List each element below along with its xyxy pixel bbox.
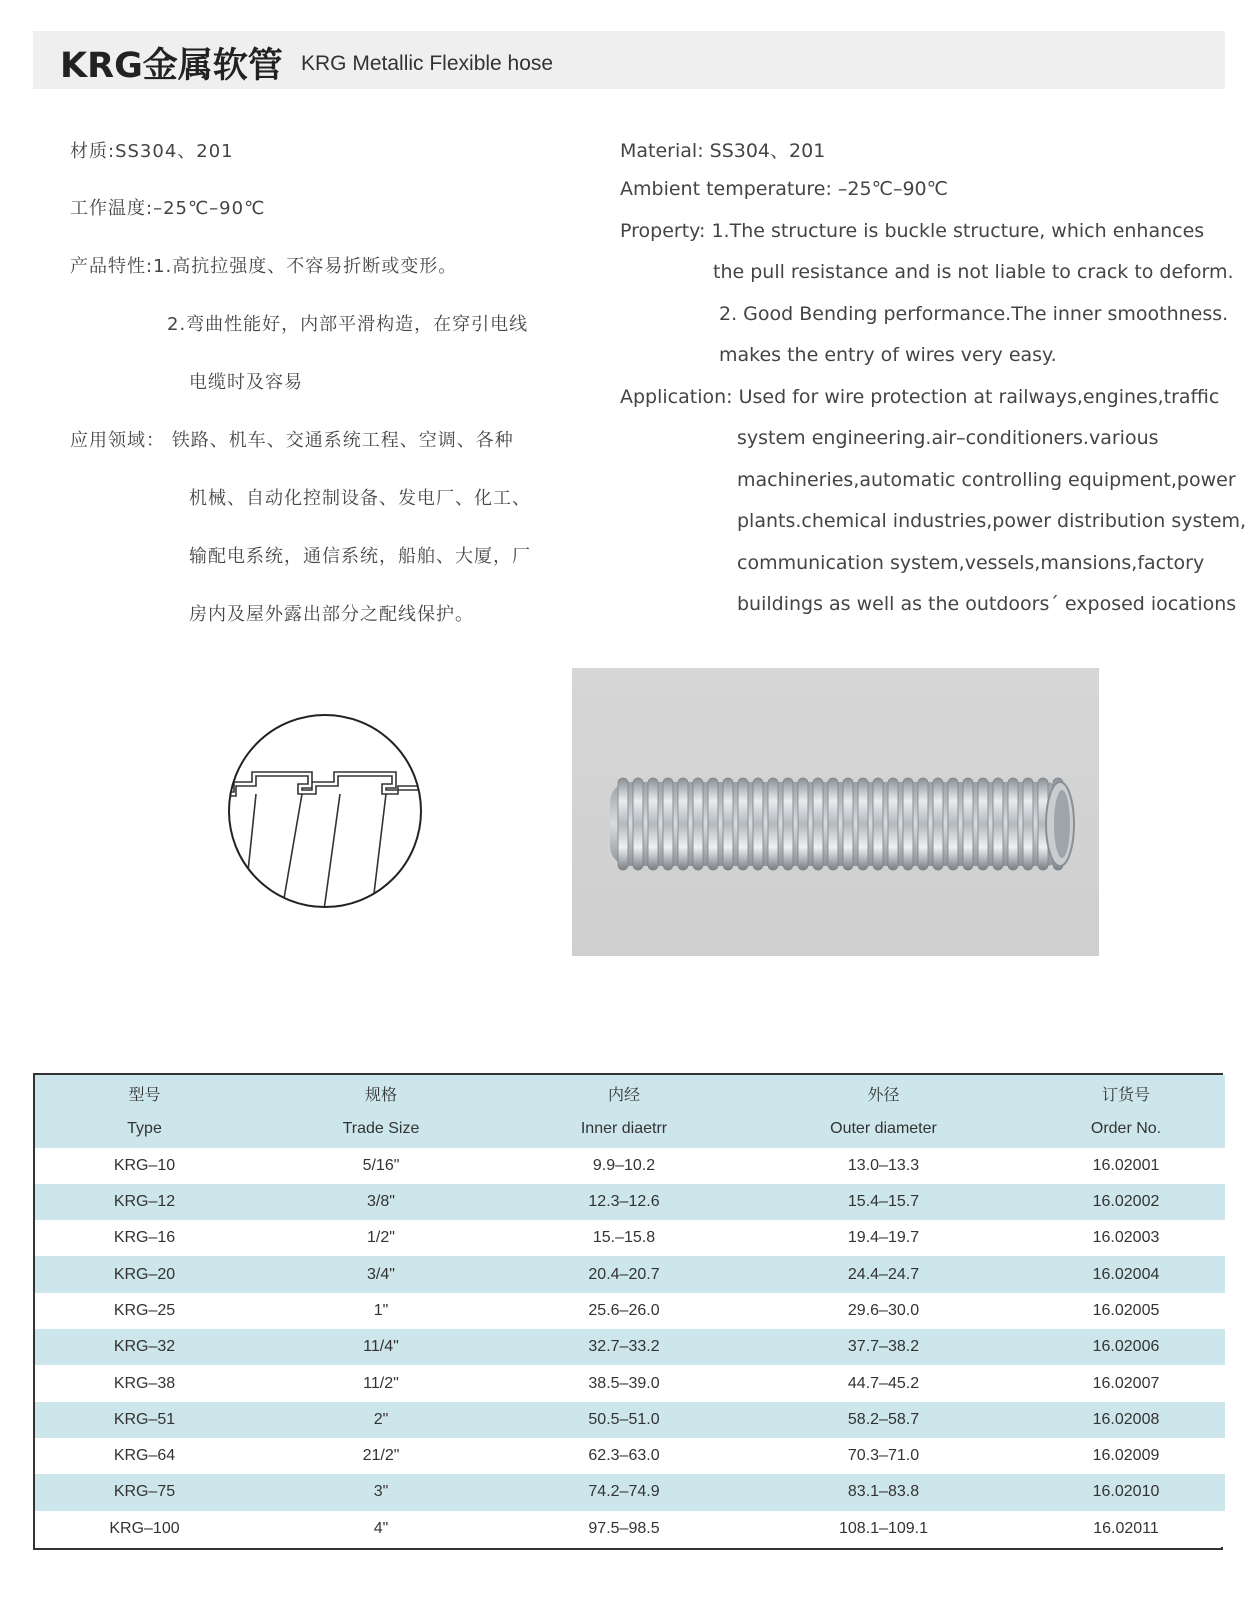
table-row bbox=[35, 1293, 1225, 1329]
cell-type: KRG–64 bbox=[35, 1438, 254, 1474]
col-header-type-cn: 型号 bbox=[35, 1075, 254, 1111]
col-header-outer-en: Outer diameter bbox=[740, 1111, 1027, 1147]
property-en-3: 2. Good Bending performance.The inner smoothness. bbox=[719, 303, 1229, 325]
cell-type: KRG–16 bbox=[35, 1220, 254, 1256]
application-cn-4: 房内及屋外露出部分之配线保护。 bbox=[189, 604, 474, 625]
cell-outer-diameter: 29.6–30.0 bbox=[740, 1293, 1027, 1329]
cell-trade-size: 3" bbox=[254, 1474, 508, 1510]
application-en-3: machineries,automatic controlling equipment,power bbox=[737, 469, 1236, 491]
cell-trade-size: 4" bbox=[254, 1511, 508, 1547]
table-row bbox=[35, 1256, 1225, 1292]
cell-order-no: 16.02004 bbox=[1027, 1256, 1225, 1292]
cell-outer-diameter: 37.7–38.2 bbox=[740, 1329, 1027, 1365]
cell-type: KRG–25 bbox=[35, 1293, 254, 1329]
col-header-size-en: Trade Size bbox=[254, 1111, 508, 1147]
table-row bbox=[35, 1365, 1225, 1401]
temperature-en: Ambient temperature: –25℃–90℃ bbox=[620, 178, 948, 200]
cell-inner-diameter: 20.4–20.7 bbox=[508, 1256, 740, 1292]
cell-type: KRG–100 bbox=[35, 1511, 254, 1547]
cell-type: KRG–20 bbox=[35, 1256, 254, 1292]
table-row bbox=[35, 1220, 1225, 1256]
application-en-1: Application: Used for wire protection at railways,engines,traffic bbox=[620, 386, 1220, 408]
material-cn: 材质:SS304、201 bbox=[70, 141, 234, 162]
application-en-4: plants.chemical industries,power distribution system, bbox=[737, 510, 1247, 532]
cell-trade-size: 11/4" bbox=[254, 1329, 508, 1365]
cell-type: KRG–38 bbox=[35, 1365, 254, 1401]
cell-order-no: 16.02006 bbox=[1027, 1329, 1225, 1365]
cell-outer-diameter: 58.2–58.7 bbox=[740, 1402, 1027, 1438]
hose-cross-section-diagram bbox=[226, 712, 424, 910]
cell-type: KRG–32 bbox=[35, 1329, 254, 1365]
cell-order-no: 16.02010 bbox=[1027, 1474, 1225, 1510]
cell-outer-diameter: 13.0–13.3 bbox=[740, 1148, 1027, 1184]
page-title-cn: KRG金属软管 bbox=[60, 46, 283, 86]
temperature-cn: 工作温度:–25℃–90℃ bbox=[70, 198, 266, 219]
cell-inner-diameter: 9.9–10.2 bbox=[508, 1148, 740, 1184]
table-row bbox=[35, 1148, 1225, 1184]
cell-trade-size: 5/16" bbox=[254, 1148, 508, 1184]
application-cn-3: 输配电系统，通信系统，船舶、大厦，厂 bbox=[189, 546, 531, 567]
application-cn-1: 应用领域： 铁路、机车、交通系统工程、空调、各种 bbox=[70, 430, 514, 451]
spec-table bbox=[33, 1073, 1223, 1550]
cell-outer-diameter: 44.7–45.2 bbox=[740, 1365, 1027, 1401]
material-en: Material: SS304、201 bbox=[620, 140, 826, 162]
property-cn-2: 2.弯曲性能好，内部平滑构造，在穿引电线 bbox=[167, 314, 529, 335]
cell-order-no: 16.02008 bbox=[1027, 1402, 1225, 1438]
table-header-cn bbox=[35, 1075, 1225, 1111]
cell-outer-diameter: 108.1–109.1 bbox=[740, 1511, 1027, 1547]
cell-trade-size: 3/4" bbox=[254, 1256, 508, 1292]
cell-outer-diameter: 70.3–71.0 bbox=[740, 1438, 1027, 1474]
cell-inner-diameter: 62.3–63.0 bbox=[508, 1438, 740, 1474]
table-row bbox=[35, 1438, 1225, 1474]
table-row bbox=[35, 1329, 1225, 1365]
col-header-type-en: Type bbox=[35, 1111, 254, 1147]
col-header-inner-cn: 内经 bbox=[508, 1075, 740, 1111]
cell-inner-diameter: 12.3–12.6 bbox=[508, 1184, 740, 1220]
application-cn-2: 机械、自动化控制设备、发电厂、化工、 bbox=[189, 488, 531, 509]
cell-inner-diameter: 38.5–39.0 bbox=[508, 1365, 740, 1401]
application-en-2: system engineering.air–conditioners.various bbox=[737, 427, 1159, 449]
cell-outer-diameter: 83.1–83.8 bbox=[740, 1474, 1027, 1510]
cell-trade-size: 1" bbox=[254, 1293, 508, 1329]
property-cn-3: 电缆时及容易 bbox=[189, 372, 303, 393]
cell-inner-diameter: 32.7–33.2 bbox=[508, 1329, 740, 1365]
col-header-order-en: Order No. bbox=[1027, 1111, 1225, 1147]
cell-trade-size: 3/8" bbox=[254, 1184, 508, 1220]
table-row bbox=[35, 1474, 1225, 1510]
col-header-order-cn: 订货号 bbox=[1027, 1075, 1225, 1111]
cell-inner-diameter: 97.5–98.5 bbox=[508, 1511, 740, 1547]
cell-order-no: 16.02002 bbox=[1027, 1184, 1225, 1220]
cell-order-no: 16.02011 bbox=[1027, 1511, 1225, 1547]
table-header-en bbox=[35, 1111, 1225, 1147]
cell-outer-diameter: 24.4–24.7 bbox=[740, 1256, 1027, 1292]
metallic-flexible-hose-photo bbox=[572, 668, 1099, 956]
cell-type: KRG–75 bbox=[35, 1474, 254, 1510]
cell-outer-diameter: 19.4–19.7 bbox=[740, 1220, 1027, 1256]
property-cn-1: 产品特性:1.高抗拉强度、不容易折断或变形。 bbox=[70, 256, 458, 277]
cell-order-no: 16.02001 bbox=[1027, 1148, 1225, 1184]
col-header-size-cn: 规格 bbox=[254, 1075, 508, 1111]
cell-trade-size: 1/2" bbox=[254, 1220, 508, 1256]
application-en-6: buildings as well as the outdoors´ exposed iocations bbox=[737, 593, 1237, 615]
col-header-outer-cn: 外径 bbox=[740, 1075, 1027, 1111]
table-row bbox=[35, 1511, 1225, 1547]
cell-inner-diameter: 74.2–74.9 bbox=[508, 1474, 740, 1510]
cell-trade-size: 21/2" bbox=[254, 1438, 508, 1474]
cell-order-no: 16.02007 bbox=[1027, 1365, 1225, 1401]
cell-type: KRG–51 bbox=[35, 1402, 254, 1438]
application-en-5: communication system,vessels,mansions,factory bbox=[737, 552, 1205, 574]
cell-type: KRG–10 bbox=[35, 1148, 254, 1184]
cell-order-no: 16.02003 bbox=[1027, 1220, 1225, 1256]
table-row bbox=[35, 1402, 1225, 1438]
property-en-1: Property: 1.The structure is buckle structure, which enhances bbox=[620, 220, 1205, 242]
cell-outer-diameter: 15.4–15.7 bbox=[740, 1184, 1027, 1220]
cell-inner-diameter: 25.6–26.0 bbox=[508, 1293, 740, 1329]
page-title-en: KRG Metallic Flexible hose bbox=[301, 52, 554, 75]
cell-trade-size: 2" bbox=[254, 1402, 508, 1438]
cell-inner-diameter: 50.5–51.0 bbox=[508, 1402, 740, 1438]
col-header-inner-en: Inner diaetrr bbox=[508, 1111, 740, 1147]
cell-trade-size: 11/2" bbox=[254, 1365, 508, 1401]
table-row bbox=[35, 1184, 1225, 1220]
property-en-4: makes the entry of wires very easy. bbox=[719, 344, 1057, 366]
cell-order-no: 16.02009 bbox=[1027, 1438, 1225, 1474]
property-en-2: the pull resistance and is not liable to crack to deform. bbox=[713, 261, 1234, 283]
cell-inner-diameter: 15.–15.8 bbox=[508, 1220, 740, 1256]
cell-type: KRG–12 bbox=[35, 1184, 254, 1220]
cell-order-no: 16.02005 bbox=[1027, 1293, 1225, 1329]
